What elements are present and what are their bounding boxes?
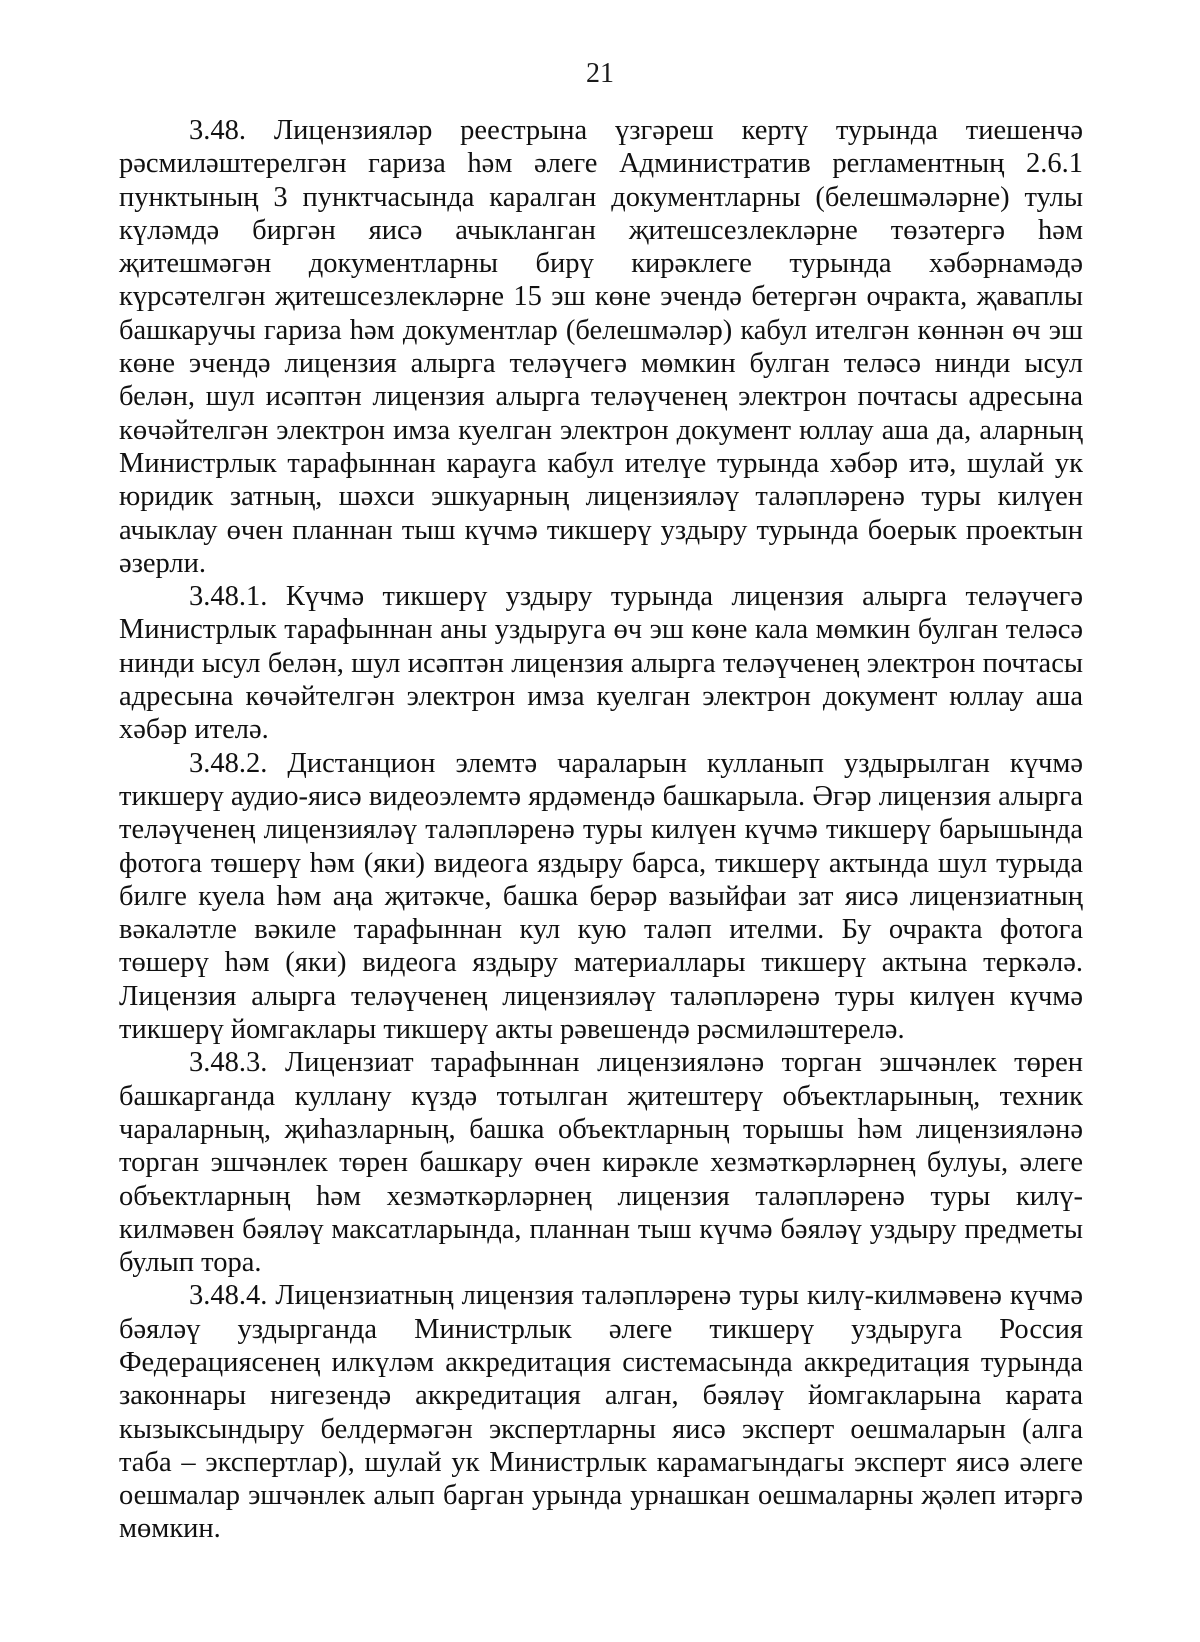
page-number: 21 <box>586 58 614 89</box>
paragraph-3-48-4: 3.48.4. Лицензиатның лицензия таләпләренә туры килү-килмәвенә күчмә бәяләү уздырганда Министрлык әлеге тикшерү уздыруга Россия Федерациясенең илкүләм аккредитация системасында аккредитация турында законнары нигезендә аккредитация алган, бәяләү йомгакларына карата кызыксындыру белдермәгән экспертларны яисә эксперт оешмаларын (алга таба – экспертлар), шулай ук Министрлык карамагындагы эксперт яисә әлеге оешмалар эшчәнлек алып барган урында урнашкан оешмаларны җәлеп итәргә мөмкин. <box>119 1280 1083 1545</box>
document-body <box>119 114 1083 1546</box>
paragraph-3-48-3: 3.48.3. Лицензиат тарафыннан лицензияләнә торган эшчәнлек төрен башкарганда куллану күздә тотылган җитештерү объектларының, техник чараларның, җиһазларның, башка объектларның торышы һәм лицензияләнә торган эшчәнлек төрен башкару өчен кирәкле хезмәткәрләрнең булуы, әлеге объектларның һәм хезмәткәрләрнең лицензия таләпләренә туры килү-килмәвен бәяләү максатларында, планнан тыш күчмә бәяләү уздыру предметы булып тора. <box>119 1047 1083 1279</box>
paragraph-3-48: 3.48. Лицензияләр реестрына үзгәреш кертү турында тиешенчә рәсмиләштерелгән гариза һәм әлеге Административ регламентның 2.6.1 пунктының 3 пунктчасында каралган документларны (белешмәләрне) тулы күләмдә биргән яисә ачыкланган җитешсезлекләрне төзәтергә һәм җитешмәгән документларны бирү кирәклеге турында хәбәрнамәдә күрсәтелгән җитешсезлекләрне 15 эш көне эчендә бетергән очракта, җаваплы башкаручы гариза һәм документлар (белешмәләр) кабул ителгән көннән өч эш көне эчендә лицензия алырга теләүчегә мөмкин булган теләсә нинди ысул белән, шул исәптән лицензия алырга теләүченең электрон почтасы адресына көчәйтелгән электрон имза куелган электрон документ юллау аша да, аларның Министрлык тарафыннан карауга кабул ителүе турында хәбәр итә, шулай ук юридик затның, шәхси эшкуарның лицензияләү таләпләренә туры килүен ачыклау өчен планнан тыш күчмә тикшерү уздыру турында боерык проектын әзерли. <box>119 115 1083 579</box>
paragraph-3-48-2: 3.48.2. Дистанцион элемтә чараларын кулланып уздырылган күчмә тикшерү аудио-яисә видеоэлемтә ярдәмендә башкарыла. Әгәр лицензия алырга теләүченең лицензияләү таләпләренә туры килүен күчмә тикшерү барышында фотога төшерү һәм (яки) видеога яздыру барса, тикшерү актында шул турыда билге куела һәм аңа җитәкче, башка берәр вазыйфаи зат яисә лицензиатның вәкаләтле вәкиле тарафыннан кул кую таләп ителми. Бу очракта фотога төшерү һәм (яки) видеога яздыру материаллары тикшерү актына теркәлә. Лицензия алырга теләүченең лицензияләү таләпләренә туры килүен күчмә тикшерү йомгаклары тикшерү акты рәвешендә рәсмиләштерелә. <box>119 747 1083 1046</box>
paragraph-3-48-1: 3.48.1. Күчмә тикшерү уздыру турында лицензия алырга теләүчегә Министрлык тарафыннан аны уздыруга өч эш көне кала мөмкин булган теләсә нинди ысул белән, шул исәптән лицензия алырга теләүченең электрон почтасы адресына көчәйтелгән электрон имза куелган электрон документ юллау аша хәбәр ителә. <box>119 581 1083 746</box>
